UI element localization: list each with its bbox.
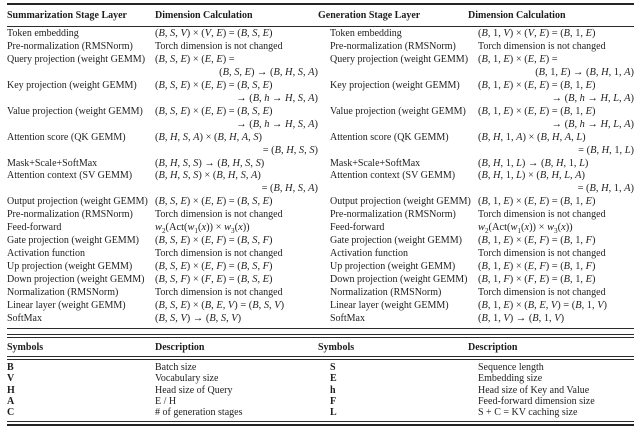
summarization-calc-cell <box>155 287 318 300</box>
calc-line: (B, S, V) × (V, E) = (B, S, E) <box>155 28 273 39</box>
generation-calc-cell <box>468 235 634 248</box>
symbols-bottom-rule <box>7 421 634 426</box>
summarization-calc-cell <box>155 209 318 222</box>
symbol-cell: F <box>330 395 337 407</box>
summarization-calc-cell <box>155 170 318 196</box>
generation-calc-cell <box>468 132 634 158</box>
generation-calc-cell <box>468 313 634 326</box>
description-cell: Sequence length <box>478 361 544 373</box>
summarization-calc-cell <box>155 80 318 106</box>
column-header-description-left: Description <box>155 341 205 353</box>
calc-line: (B, S, E) × (E, F) = (B, S, F) <box>155 235 273 247</box>
summarization-calc-cell <box>155 222 318 235</box>
calc-line: = (B, H, 1, L) <box>578 144 634 156</box>
summarization-layer-cell: Output projection (weight GEMM) <box>7 196 148 208</box>
summarization-layer-cell: Query projection (weight GEMM) <box>7 53 146 65</box>
symbols-legend-table <box>7 334 634 426</box>
calc-line: (B, S, E) → (B, H, S, A) <box>219 66 318 78</box>
generation-layer-cell: Output projection (weight GEMM) <box>330 196 471 208</box>
symbol-cell: E <box>330 373 337 385</box>
generation-layer-cell: Feed-forward <box>330 222 385 234</box>
generation-calc-cell <box>468 170 634 196</box>
summarization-layer-cell: Up projection (weight GEMM) <box>7 261 133 273</box>
summarization-layer-cell: Gate projection (weight GEMM) <box>7 235 139 247</box>
symbol-cell: V <box>7 373 15 385</box>
calc-line: $w_2(Act(w_1(x)) \times w_3(x))$ <box>155 222 250 236</box>
dimension-table-header-row <box>7 5 634 26</box>
generation-layer-cell: Gate projection (weight GEMM) <box>330 235 462 247</box>
column-header-symbols-left: Symbols <box>7 341 44 353</box>
calc-line: (B, S, E) × (E, F) = (B, S, F) <box>155 261 273 273</box>
summarization-calc-cell <box>155 196 318 209</box>
summarization-calc-cell <box>155 300 318 313</box>
generation-calc-cell <box>468 287 634 300</box>
symbol-cell: H <box>7 384 15 396</box>
description-cell: Feed-forward dimension size <box>478 395 595 407</box>
summarization-calc-cell <box>155 106 318 132</box>
summarization-layer-cell: Normalization (RMSNorm) <box>7 287 119 299</box>
calc-line: $w_2(Act(w_1(x)) \times w_3(x))$ <box>478 222 573 236</box>
summarization-layer-cell: Attention context (SV GEMM) <box>7 170 133 182</box>
calc-line: (B, 1, V) → (B, 1, V) <box>478 312 565 324</box>
description-cell: # of generation stages <box>155 407 243 419</box>
description-cell: Head size of Key and Value <box>478 384 590 396</box>
description-cell: Batch size <box>155 361 197 373</box>
calc-line: (B, H, S, S) → (B, H, S, S) <box>155 157 265 169</box>
calc-line: (B, 1, F) × (F, E) = (B, 1, E) <box>478 274 596 286</box>
summarization-layer-cell: Mask+Scale+SoftMax <box>7 157 98 169</box>
calc-line: (B, 1, E) × (B, E, V) = (B, 1, V) <box>478 300 608 312</box>
calc-line: → (B, h → H, L, A) <box>551 92 634 104</box>
calc-line: (B, S, V) → (B, S, V) <box>155 312 242 324</box>
summarization-layer-cell: Attention score (QK GEMM) <box>7 131 126 143</box>
symbol-cell: h <box>330 384 336 396</box>
generation-layer-cell: Pre-normalization (RMSNorm) <box>330 40 456 52</box>
summarization-layer-cell: Key projection (weight GEMM) <box>7 79 137 91</box>
symbol-cell: B <box>7 361 14 373</box>
calc-line: (B, 1, V) × (V, E) = (B, 1, E) <box>478 28 596 39</box>
generation-calc-cell <box>468 54 634 80</box>
calc-line: → (B, h → H, S, A) <box>236 92 318 104</box>
generation-calc-cell <box>468 196 634 209</box>
calc-line: (B, 1, E) × (E, E) = (B, 1, E) <box>478 196 596 208</box>
summarization-calc-cell <box>155 274 318 287</box>
column-header-generation-layer: Generation Stage Layer <box>318 10 421 21</box>
calc-line: Torch dimension is not changed <box>478 248 606 260</box>
calc-line: = (B, H, 1, A) <box>577 183 634 195</box>
calc-line: = (B, H, S, S) <box>262 144 318 156</box>
symbol-cell: S <box>330 361 336 373</box>
description-cell: E / H <box>155 395 177 407</box>
generation-layer-cell: Normalization (RMSNorm) <box>330 287 442 299</box>
calc-line: (B, H, 1, A) × (B, H, A, L) <box>478 131 586 143</box>
summarization-layer-cell: Linear layer (weight GEMM) <box>7 300 126 312</box>
symbols-header-row <box>7 338 634 356</box>
calc-line: (B, 1, E) × (E, E) = <box>478 53 558 65</box>
generation-layer-cell: Key projection (weight GEMM) <box>330 79 460 91</box>
column-header-symbols-right: Symbols <box>318 341 355 353</box>
summarization-calc-cell <box>155 235 318 248</box>
generation-calc-cell <box>468 41 634 54</box>
generation-calc-cell <box>468 209 634 222</box>
calc-line: (B, H, 1, L) → (B, H, 1, L) <box>478 157 589 169</box>
summarization-layer-cell: Pre-normalization (RMSNorm) <box>7 40 133 52</box>
calc-line: (B, 1, E) → (B, H, 1, A) <box>535 66 634 78</box>
calc-line: (B, S, E) × (E, E) = (B, S, E) <box>155 105 273 117</box>
summarization-layer-cell: Pre-normalization (RMSNorm) <box>7 209 133 221</box>
calc-line: Torch dimension is not changed <box>478 40 606 52</box>
calc-line: Torch dimension is not changed <box>478 287 606 299</box>
calc-line: (B, 1, E) × (E, E) = (B, 1, E) <box>478 105 596 117</box>
generation-layer-cell: Pre-normalization (RMSNorm) <box>330 209 456 221</box>
calc-line: Torch dimension is not changed <box>478 209 606 221</box>
generation-calc-cell <box>468 158 634 171</box>
summarization-layer-cell: Feed-forward <box>7 222 62 234</box>
calc-line: (B, 1, E) × (E, F) = (B, 1, F) <box>478 261 596 273</box>
generation-layer-cell: Mask+Scale+SoftMax <box>330 157 421 169</box>
layer-dimension-table <box>7 3 634 329</box>
generation-calc-cell <box>468 300 634 313</box>
summarization-calc-cell <box>155 313 318 326</box>
generation-layer-cell: Activation function <box>330 248 409 260</box>
generation-calc-cell <box>468 106 634 132</box>
calc-line: (B, S, F) × (F, E) = (B, S, E) <box>155 274 273 286</box>
column-header-dimension-calc-right: Dimension Calculation <box>468 10 566 21</box>
calc-line: (B, H, S, S) × (B, H, S, A) <box>155 170 261 182</box>
calc-line: (B, 1, E) × (E, F) = (B, 1, F) <box>478 235 596 247</box>
generation-layer-cell: SoftMax <box>330 312 365 324</box>
summarization-layer-cell: SoftMax <box>7 312 42 324</box>
generation-layer-cell: Value projection (weight GEMM) <box>330 105 466 117</box>
summarization-layer-cell: Token embedding <box>7 28 79 39</box>
summarization-calc-cell <box>155 158 318 171</box>
calc-line: Torch dimension is not changed <box>155 248 283 260</box>
generation-layer-cell: Attention score (QK GEMM) <box>330 131 449 143</box>
calc-line: (B, S, E) × (E, E) = (B, S, E) <box>155 79 273 91</box>
calc-line: (B, H, S, A) × (B, H, A, S) <box>155 131 263 143</box>
summarization-layer-cell: Down projection (weight GEMM) <box>7 274 145 286</box>
generation-layer-cell: Down projection (weight GEMM) <box>330 274 468 286</box>
calc-line: (B, S, E) × (E, E) = (B, S, E) <box>155 196 273 208</box>
calc-line: (B, H, 1, L) × (B, H, L, A) <box>478 170 585 182</box>
generation-calc-cell <box>468 80 634 106</box>
calc-line: (B, S, E) × (B, E, V) = (B, S, V) <box>155 300 285 312</box>
summarization-calc-cell <box>155 41 318 54</box>
dimension-table-body <box>7 27 634 328</box>
column-header-description-right: Description <box>468 341 518 353</box>
summarization-calc-cell <box>155 54 318 80</box>
generation-layer-cell: Query projection (weight GEMM) <box>330 53 469 65</box>
description-cell: Vocabulary size <box>155 373 219 385</box>
summarization-calc-cell <box>155 261 318 274</box>
summarization-calc-cell <box>155 28 318 41</box>
description-cell: Head size of Query <box>155 384 233 396</box>
symbols-table-body <box>7 360 634 421</box>
summarization-calc-cell <box>155 248 318 261</box>
calc-line: → (B, h → H, L, A) <box>551 118 634 130</box>
generation-layer-cell: Up projection (weight GEMM) <box>330 261 456 273</box>
summarization-layer-cell: Value projection (weight GEMM) <box>7 105 143 117</box>
calc-line: (B, S, E) × (E, E) = <box>155 53 235 65</box>
column-header-summarization-layer: Summarization Stage Layer <box>7 10 127 21</box>
generation-calc-cell <box>468 28 634 41</box>
symbol-cell: C <box>7 407 15 419</box>
description-cell: Embedding size <box>478 373 543 385</box>
generation-calc-cell <box>468 274 634 287</box>
summarization-layer-cell: Activation function <box>7 248 86 260</box>
generation-calc-cell <box>468 222 634 235</box>
calc-line: → (B, h → H, S, A) <box>236 118 318 130</box>
column-header-dimension-calc-left: Dimension Calculation <box>155 10 253 21</box>
generation-layer-cell: Attention context (SV GEMM) <box>330 170 456 182</box>
symbol-cell: A <box>7 395 15 407</box>
calc-line: (B, 1, E) × (E, E) = (B, 1, E) <box>478 79 596 91</box>
generation-layer-cell: Linear layer (weight GEMM) <box>330 300 449 312</box>
calc-line: Torch dimension is not changed <box>155 287 283 299</box>
generation-layer-cell: Token embedding <box>330 28 402 39</box>
calc-line: Torch dimension is not changed <box>155 209 283 221</box>
calc-line: Torch dimension is not changed <box>155 40 283 52</box>
generation-calc-cell <box>468 248 634 261</box>
description-cell: S + C = KV caching size <box>478 407 578 419</box>
generation-calc-cell <box>468 261 634 274</box>
calc-line: = (B, H, S, A) <box>261 183 318 195</box>
summarization-calc-cell <box>155 132 318 158</box>
symbol-cell: L <box>330 407 337 419</box>
